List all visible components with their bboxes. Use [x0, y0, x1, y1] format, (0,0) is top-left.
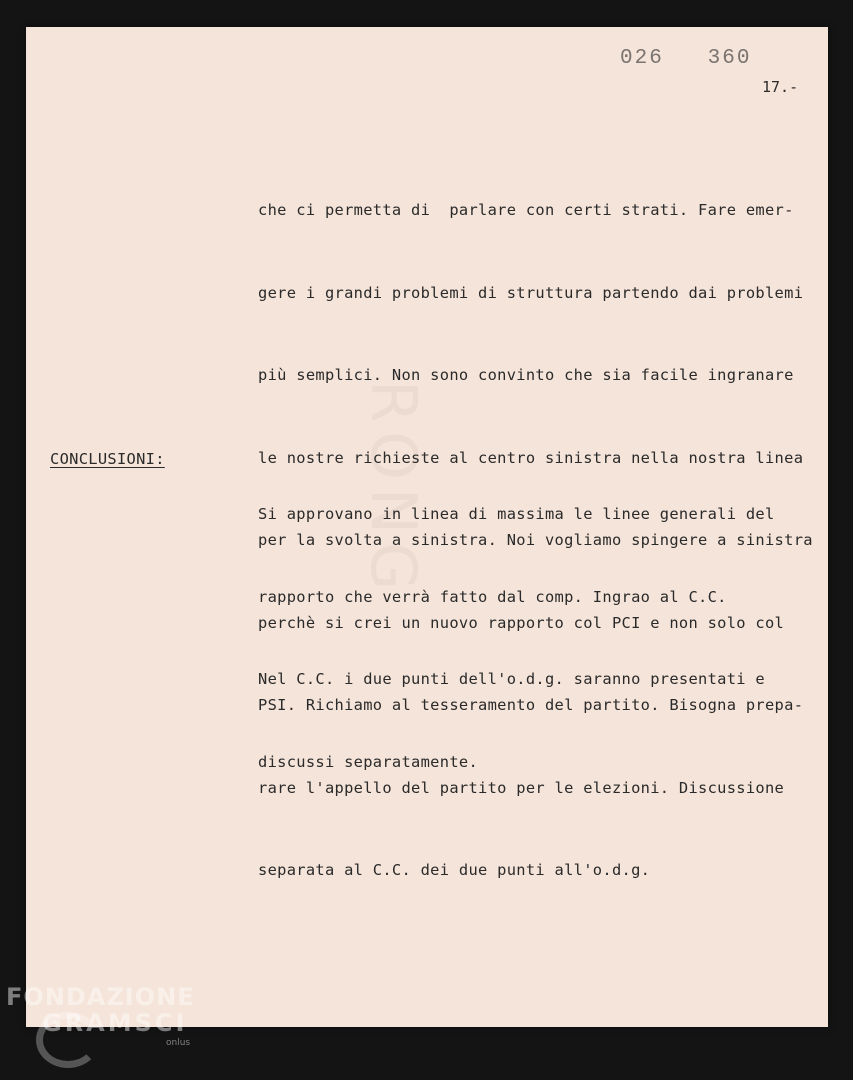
faint-stamp-watermark: RONG	[357, 380, 430, 599]
conclusions-line: discussi separatamente.	[258, 752, 479, 771]
body-line: più semplici. Non sono convinto che sia facile ingranare	[258, 366, 794, 384]
body-line: gere i grandi problemi di struttura partendo dai problemi	[258, 283, 804, 302]
conclusions-text	[258, 446, 775, 804]
logo-line-3: onlus	[166, 1038, 191, 1048]
body-line: perchè si crei un nuovo rapporto col PCI e non solo col	[258, 613, 785, 632]
conclusions-label: CONCLUSIONI:	[50, 450, 165, 468]
conclusions-line: rapporto che verrà fatto dal comp. Ingrao al C.C.	[258, 587, 727, 606]
logo-line-1: FONDAZIONE	[6, 983, 195, 1011]
body-line: per la svolta a sinistra. Noi vogliamo spingere a sinistra	[258, 531, 813, 549]
fondazione-gramsci-logo	[6, 985, 195, 1048]
archive-number: 026 360	[620, 47, 752, 70]
body-line: le nostre richieste al centro sinistra nella nostra linea	[258, 448, 804, 467]
body-line: separata al C.C. dei due punti all'o.d.g.	[258, 861, 651, 879]
conclusions-line: Nel C.C. i due punti dell'o.d.g. saranno presentati e	[258, 670, 765, 688]
logo-line-2: GRAMSCI	[42, 1009, 188, 1037]
body-line: PSI. Richiamo al tesseramento del partito. Bisogna prepa-	[258, 696, 804, 714]
page-number: 17.-	[762, 78, 799, 96]
conclusions-line: Si approvano in linea di massima le linee generali del	[258, 505, 775, 523]
body-line: che ci permetta di parlare con certi strati. Fare emer-	[258, 201, 794, 219]
body-line: rare l'appello del partito per le elezioni. Discussione	[258, 778, 785, 797]
